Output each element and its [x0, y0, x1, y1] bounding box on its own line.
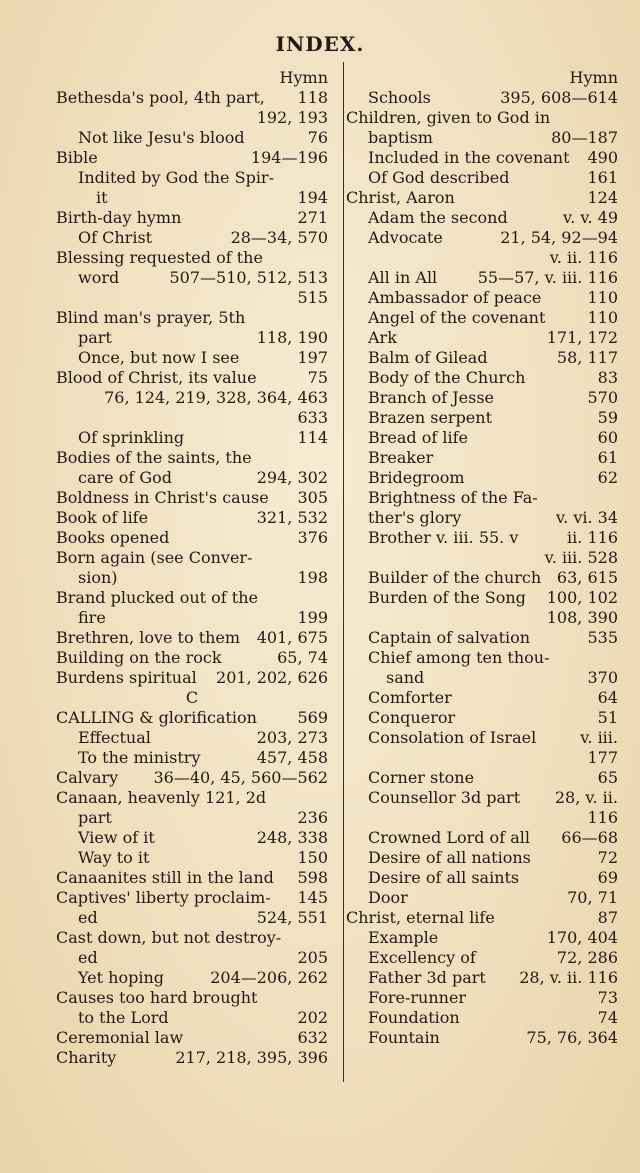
- index-entry: [346, 288, 618, 308]
- index-entry: [56, 948, 328, 968]
- entry-hymn-numbers: 62: [597, 468, 618, 487]
- index-entry: [346, 188, 618, 208]
- entry-term: Angel of the covenant: [368, 308, 546, 327]
- index-entry: [56, 288, 328, 308]
- entry-hymn-numbers: 70, 71: [567, 888, 618, 907]
- entry-term: Ark: [368, 328, 397, 347]
- entry-term: Schools: [368, 88, 431, 107]
- entry-term: Captain of salvation: [368, 628, 531, 647]
- index-column-left: [56, 68, 328, 1068]
- entry-term: ed: [78, 948, 98, 967]
- entry-hymn-numbers: 51: [597, 708, 618, 727]
- index-entry: [346, 128, 618, 148]
- index-entry: [56, 708, 328, 728]
- entry-hymn-numbers: 74: [597, 1008, 618, 1027]
- index-entry: [56, 588, 328, 608]
- index-entry: [346, 588, 618, 608]
- index-entry: [346, 308, 618, 328]
- entry-hymn-numbers: 72, 286: [556, 948, 618, 967]
- index-entry: [56, 408, 328, 428]
- index-entry: [56, 688, 328, 708]
- index-entry: [56, 188, 328, 208]
- entry-hymn-numbers: 370: [587, 668, 618, 687]
- entry-term: View of it: [78, 828, 155, 847]
- entry-term: Adam the second: [368, 208, 508, 227]
- entry-hymn-numbers: 69: [597, 868, 618, 887]
- entry-hymn-numbers: 73: [597, 988, 618, 1007]
- entry-hymn-numbers: 83: [597, 368, 618, 387]
- entry-hymn-numbers: 60: [597, 428, 618, 447]
- index-entry: [56, 1028, 328, 1048]
- entry-hymn-numbers: v. iii.: [580, 728, 618, 747]
- entry-hymn-numbers: 569: [297, 708, 328, 727]
- entry-term: Christ, Aaron: [346, 188, 455, 207]
- index-entry: [56, 448, 328, 468]
- entry-term: Brightness of the Fa-: [368, 488, 538, 507]
- entry-hymn-numbers: 598: [297, 868, 328, 887]
- entry-term: Brand plucked out of the: [56, 588, 258, 607]
- entry-term: Crowned Lord of all: [368, 828, 530, 847]
- index-entry: [56, 228, 328, 248]
- index-entry: [56, 988, 328, 1008]
- index-entry: [346, 728, 618, 748]
- index-entry: [346, 848, 618, 868]
- entry-term: baptism: [368, 128, 433, 147]
- entry-term: Bridegroom: [368, 468, 465, 487]
- entry-hymn-numbers: 150: [297, 848, 328, 867]
- index-entry: [56, 428, 328, 448]
- entry-term: Body of the Church: [368, 368, 526, 387]
- entry-term: Calvary: [56, 768, 119, 787]
- index-entry: [56, 908, 328, 928]
- index-entry: [56, 888, 328, 908]
- entry-term: Desire of all saints: [368, 868, 520, 887]
- hymn-column-label: Hymn: [279, 68, 328, 87]
- entry-hymn-numbers: 110: [587, 288, 618, 307]
- index-entry: [56, 388, 328, 408]
- index-entry: [56, 208, 328, 228]
- index-entry: [346, 468, 618, 488]
- index-entry: [56, 828, 328, 848]
- entry-term: Cast down, but not destroy-: [56, 928, 282, 947]
- entry-hymn-numbers: 118, 190: [256, 328, 328, 347]
- entry-hymn-numbers: 161: [587, 168, 618, 187]
- index-entry: [346, 708, 618, 728]
- entry-term: Excellency of: [368, 948, 476, 967]
- index-entry: [346, 268, 618, 288]
- entry-term: Father 3d part: [368, 968, 486, 987]
- index-entry: [346, 248, 618, 268]
- entry-hymn-numbers: 205: [297, 948, 328, 967]
- index-entry: [346, 988, 618, 1008]
- entry-term: Indited by God the Spir-: [78, 168, 274, 187]
- entry-hymn-numbers: 305: [297, 488, 328, 507]
- entry-hymn-numbers: 75, 76, 364: [526, 1028, 618, 1047]
- entry-term: Blind man's prayer, 5th: [56, 308, 246, 327]
- entry-term: To the ministry: [78, 748, 201, 767]
- entry-hymn-numbers: 321, 532: [256, 508, 328, 527]
- entry-hymn-numbers: 100, 102: [546, 588, 618, 607]
- entry-hymn-numbers: 271: [297, 208, 328, 227]
- entry-term: Ceremonial law: [56, 1028, 184, 1047]
- entry-term: Burdens spiritual: [56, 668, 197, 687]
- entry-hymn-numbers: 199: [297, 608, 328, 627]
- entry-term: Of sprinkling: [78, 428, 185, 447]
- entry-term: Included in the covenant: [368, 148, 570, 167]
- entry-hymn-numbers: 524, 551: [256, 908, 328, 927]
- index-entry: [346, 688, 618, 708]
- entry-term: word: [78, 268, 120, 287]
- entry-term: it: [96, 188, 108, 207]
- entry-term: All in All: [368, 268, 438, 287]
- entry-term: Advocate: [368, 228, 443, 247]
- index-entry: [56, 928, 328, 948]
- index-entry: [346, 168, 618, 188]
- column-header: [346, 68, 618, 88]
- index-entry: [56, 368, 328, 388]
- entry-term: Canaan, heavenly 121, 2d: [56, 788, 267, 807]
- entry-hymn-numbers: 170, 404: [546, 928, 618, 947]
- index-entry: [346, 968, 618, 988]
- entry-term: Corner stone: [368, 768, 475, 787]
- entry-term: Desire of all nations: [368, 848, 531, 867]
- entry-hymn-numbers: 294, 302: [256, 468, 328, 487]
- index-entry: [56, 768, 328, 788]
- index-entry: [56, 468, 328, 488]
- entry-hymn-numbers: 395, 608—614: [500, 88, 618, 107]
- entry-hymn-numbers: 535: [587, 628, 618, 647]
- entry-term: Building on the rock: [56, 648, 222, 667]
- entry-term: Yet hoping: [78, 968, 164, 987]
- index-entry: [346, 228, 618, 248]
- entry-term: Counsellor 3d part: [368, 788, 521, 807]
- entry-term: part: [78, 808, 112, 827]
- entry-term: to the Lord: [78, 1008, 169, 1027]
- entry-term: Of Christ: [78, 228, 153, 247]
- index-entry: [56, 628, 328, 648]
- index-entry: [346, 488, 618, 508]
- entry-hymn-numbers: 118: [297, 88, 328, 107]
- entry-hymn-numbers: 124: [587, 188, 618, 207]
- index-entry: [56, 788, 328, 808]
- index-entry: [346, 88, 618, 108]
- index-entry: [56, 728, 328, 748]
- entry-hymn-numbers: 21, 54, 92—94: [500, 228, 618, 247]
- entry-term: Blood of Christ, its value: [56, 368, 257, 387]
- entry-hymn-numbers: 570: [587, 388, 618, 407]
- entry-term: Branch of Jesse: [368, 388, 495, 407]
- entry-hymn-numbers: 108, 390: [546, 608, 618, 627]
- entry-term: sand: [386, 668, 425, 687]
- index-entry: [346, 108, 618, 128]
- index-entry: [56, 748, 328, 768]
- index-entry: [56, 168, 328, 188]
- entry-term: Captives' liberty proclaim-: [56, 888, 271, 907]
- entry-term: Fore-runner: [368, 988, 467, 1007]
- index-entry: [346, 908, 618, 928]
- entry-hymn-numbers: 201, 202, 626: [216, 668, 328, 687]
- entry-hymn-numbers: 65, 74: [277, 648, 328, 667]
- entry-hymn-numbers: 171, 172: [546, 328, 618, 347]
- entry-hymn-numbers: 145: [297, 888, 328, 907]
- entry-hymn-numbers: 110: [587, 308, 618, 327]
- entry-hymn-numbers: 203, 273: [256, 728, 328, 747]
- entry-term: Balm of Gilead: [368, 348, 488, 367]
- entry-term: Burden of the Song: [368, 588, 526, 607]
- index-entry: [56, 88, 328, 108]
- index-entry: [56, 508, 328, 528]
- entry-term: Breaker: [368, 448, 434, 467]
- entry-hymn-numbers: 204—206, 262: [210, 968, 328, 987]
- entry-term: Door: [368, 888, 408, 907]
- index-entry: [346, 788, 618, 808]
- entry-term: Way to it: [78, 848, 150, 867]
- index-entry: [56, 848, 328, 868]
- entry-term: care of God: [78, 468, 172, 487]
- index-entry: [56, 148, 328, 168]
- entry-term: Christ, eternal life: [346, 908, 495, 927]
- entry-hymn-numbers: 66—68: [561, 828, 618, 847]
- entry-hymn-numbers: 76, 124, 219, 328, 364, 463: [104, 388, 328, 407]
- entry-term: Bible: [56, 148, 98, 167]
- entry-hymn-numbers: 72: [597, 848, 618, 867]
- index-entry: [346, 928, 618, 948]
- entry-term: Consolation of Israel: [368, 728, 537, 747]
- entry-term: Fountain: [368, 1028, 440, 1047]
- entry-hymn-numbers: 116: [587, 808, 618, 827]
- entry-hymn-numbers: 75: [307, 368, 328, 387]
- entry-term: Foundation: [368, 1008, 460, 1027]
- index-entry: [346, 528, 618, 548]
- entry-term: Causes too hard brought: [56, 988, 258, 1007]
- index-entry: [346, 408, 618, 428]
- entry-term: Builder of the church: [368, 568, 542, 587]
- hymn-column-label: Hymn: [569, 68, 618, 87]
- index-entry: [346, 628, 618, 648]
- index-entry: [56, 1048, 328, 1068]
- entry-hymn-numbers: 401, 675: [256, 628, 328, 647]
- index-entry: [346, 1008, 618, 1028]
- entry-hymn-numbers: 28, v. ii. 116: [519, 968, 618, 987]
- entry-hymn-numbers: 376: [297, 528, 328, 547]
- entry-term: Blessing requested of the: [56, 248, 263, 267]
- entry-term: Ambassador of peace: [368, 288, 542, 307]
- index-entry: [56, 308, 328, 328]
- index-entry: [56, 808, 328, 828]
- entry-term: Brethren, love to them: [56, 628, 241, 647]
- entry-hymn-numbers: 197: [297, 348, 328, 367]
- entry-hymn-numbers: 65: [597, 768, 618, 787]
- index-entry: [56, 968, 328, 988]
- entry-hymn-numbers: 28, v. ii.: [554, 788, 618, 807]
- entry-term: Charity: [56, 1048, 117, 1067]
- entry-hymn-numbers: 61: [597, 448, 618, 467]
- entry-term: Bread of life: [368, 428, 469, 447]
- page-title: INDEX.: [275, 32, 365, 56]
- entry-term: sion): [78, 568, 118, 587]
- entry-hymn-numbers: 80—187: [551, 128, 618, 147]
- entry-hymn-numbers: 192, 193: [256, 108, 328, 127]
- index-entry: [346, 328, 618, 348]
- index-entry: [56, 1008, 328, 1028]
- entry-hymn-numbers: 217, 218, 395, 396: [175, 1048, 328, 1067]
- column-header: [56, 68, 328, 88]
- index-entry: [346, 208, 618, 228]
- entry-hymn-numbers: 55—57, v. iii. 116: [477, 268, 618, 287]
- index-entry: [56, 668, 328, 688]
- index-entry: [56, 548, 328, 568]
- entry-hymn-numbers: 457, 458: [256, 748, 328, 767]
- entry-term: part: [78, 328, 112, 347]
- index-entry: [346, 1028, 618, 1048]
- index-entry: [56, 328, 328, 348]
- index-entry: [346, 568, 618, 588]
- index-entry: [346, 808, 618, 828]
- index-entry: [346, 448, 618, 468]
- entry-term: Bethesda's pool, 4th part,: [56, 88, 265, 107]
- index-entry: [346, 368, 618, 388]
- entry-term: Canaanites still in the land: [56, 868, 274, 887]
- entry-hymn-numbers: 36—40, 45, 560—562: [153, 768, 328, 787]
- index-entry: [346, 888, 618, 908]
- index-entry: [346, 508, 618, 528]
- entry-hymn-numbers: 194—196: [250, 148, 328, 167]
- entry-hymn-numbers: 202: [297, 1008, 328, 1027]
- entry-term: ed: [78, 908, 98, 927]
- index-entry: [346, 348, 618, 368]
- entry-hymn-numbers: v. v. 49: [563, 208, 618, 227]
- index-entry: [346, 388, 618, 408]
- index-entry: [56, 268, 328, 288]
- index-entry: [56, 648, 328, 668]
- entry-term: Not like Jesu's blood: [78, 128, 245, 147]
- entry-term: Once, but now I see: [78, 348, 240, 367]
- entry-hymn-numbers: 632: [297, 1028, 328, 1047]
- index-entry: [56, 868, 328, 888]
- index-entry: [346, 608, 618, 628]
- index-entry: [346, 948, 618, 968]
- index-entry: [346, 768, 618, 788]
- entry-hymn-numbers: 64: [597, 688, 618, 707]
- entry-term: CALLING & glorification: [56, 708, 257, 727]
- entry-term: Children, given to God in: [346, 108, 551, 127]
- index-entry: [56, 528, 328, 548]
- entry-hymn-numbers: 114: [297, 428, 328, 447]
- index-entry: [56, 568, 328, 588]
- entry-hymn-numbers: ii. 116: [567, 528, 618, 547]
- entry-hymn-numbers: 59: [597, 408, 618, 427]
- index-entry: [56, 108, 328, 128]
- entry-term: Of God described: [368, 168, 510, 187]
- entry-term: Effectual: [78, 728, 151, 747]
- index-entry: [346, 828, 618, 848]
- entry-term: ther's glory: [368, 508, 462, 527]
- index-entry: [56, 608, 328, 628]
- entry-hymn-numbers: 633: [297, 408, 328, 427]
- entry-hymn-numbers: 248, 338: [256, 828, 328, 847]
- entry-hymn-numbers: v. ii. 116: [549, 248, 618, 267]
- index-entry: [346, 148, 618, 168]
- entry-term: Books opened: [56, 528, 170, 547]
- index-entry: [56, 488, 328, 508]
- index-entry: [346, 748, 618, 768]
- index-entry: [346, 548, 618, 568]
- entry-term: fire: [78, 608, 106, 627]
- entry-hymn-numbers: v. vi. 34: [556, 508, 618, 527]
- entry-hymn-numbers: 515: [297, 288, 328, 307]
- entry-hymn-numbers: 87: [597, 908, 618, 927]
- entry-term: Boldness in Christ's cause: [56, 488, 269, 507]
- entry-hymn-numbers: 198: [297, 568, 328, 587]
- entry-term: Brother v. iii. 55. v: [368, 528, 519, 547]
- entry-hymn-numbers: 490: [587, 148, 618, 167]
- entry-term: Example: [368, 928, 439, 947]
- column-divider: [343, 62, 344, 1082]
- entry-hymn-numbers: 236: [297, 808, 328, 827]
- entry-hymn-numbers: 76: [307, 128, 328, 147]
- index-column-right: [346, 68, 618, 1048]
- entry-term: C: [185, 688, 199, 707]
- entry-term: Chief among ten thou-: [368, 648, 550, 667]
- entry-term: Birth-day hymn: [56, 208, 182, 227]
- entry-hymn-numbers: 63, 615: [556, 568, 618, 587]
- entry-hymn-numbers: 507—510, 512, 513: [169, 268, 328, 287]
- entry-hymn-numbers: 194: [297, 188, 328, 207]
- index-entry: [56, 348, 328, 368]
- entry-term: Brazen serpent: [368, 408, 493, 427]
- entry-term: Bodies of the saints, the: [56, 448, 252, 467]
- entry-hymn-numbers: v. iii. 528: [544, 548, 618, 567]
- index-entry: [56, 128, 328, 148]
- entry-hymn-numbers: 58, 117: [556, 348, 618, 367]
- index-entry: [346, 428, 618, 448]
- entry-hymn-numbers: 28—34, 570: [230, 228, 328, 247]
- index-entry: [346, 668, 618, 688]
- entry-term: Comforter: [368, 688, 452, 707]
- index-entry: [346, 868, 618, 888]
- entry-term: Book of life: [56, 508, 149, 527]
- entry-term: Born again (see Conver-: [56, 548, 253, 567]
- entry-hymn-numbers: 177: [587, 748, 618, 767]
- index-entry: [346, 648, 618, 668]
- index-entry: [56, 248, 328, 268]
- entry-term: Conqueror: [368, 708, 456, 727]
